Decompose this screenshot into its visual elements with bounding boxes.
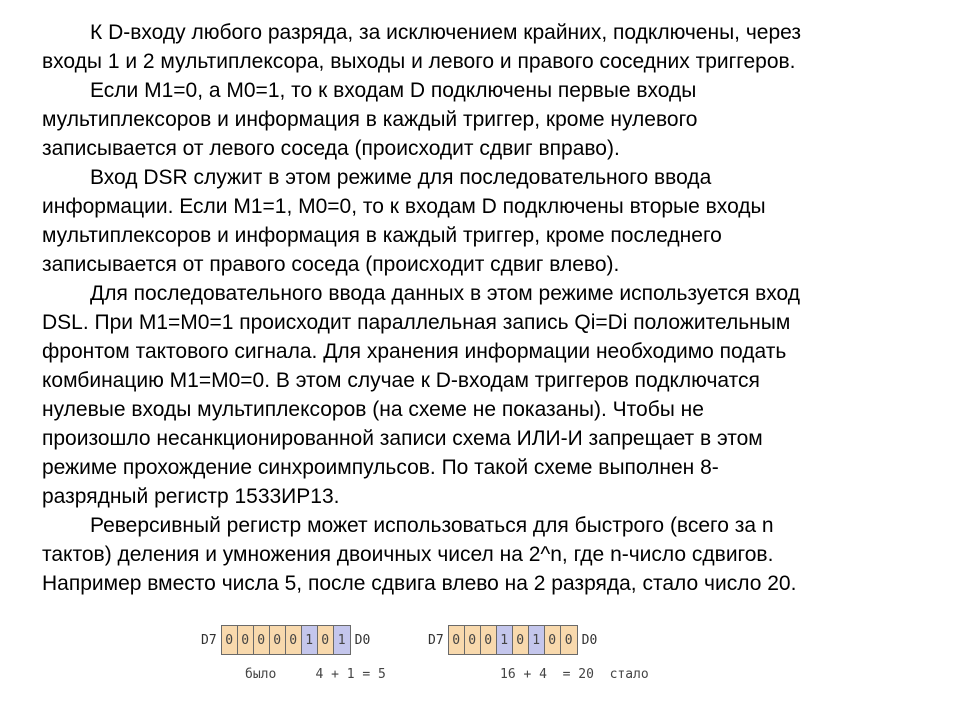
bit-cell: 0 <box>286 626 302 654</box>
register-before <box>197 625 374 655</box>
bit-cell: 0 <box>481 626 497 654</box>
bit-cell: 0 <box>222 626 238 654</box>
paragraph-line: комбинацию М1=М0=0. В этом случае к D-входам триггеров подключатся <box>42 369 760 392</box>
bit-cell: 1 <box>302 626 318 654</box>
paragraph-line: фронтом тактового сигнала. Для хранения информации необходимо подать <box>42 340 787 363</box>
paragraph-line: разрядный регистр 1533ИР13. <box>42 485 340 508</box>
paragraph-line: записывается от левого соседа (происходит сдвиг вправо). <box>42 137 620 160</box>
register-after <box>424 625 601 655</box>
bit-cell: 0 <box>465 626 481 654</box>
paragraph-line: тактов) деления и умножения двоичных чисел на 2^n, где n-число сдвигов. <box>42 543 774 566</box>
paragraph-line: Например вместо числа 5, после сдвига влево на 2 разряда, стало число 20. <box>42 572 797 595</box>
paragraph-line: Если М1=0, а М0=1, то к входам D подключены первые входы <box>90 79 697 102</box>
paragraph-line: мультиплексоров и информация в каждый триггер, кроме нулевого <box>42 108 698 131</box>
msb-label: D7 <box>201 632 217 648</box>
lsb-label: D0 <box>354 632 371 648</box>
paragraph-line: режиме прохождение синхроимпульсов. По такой схеме выполнен 8- <box>42 456 719 479</box>
bit-cell: 0 <box>561 626 577 654</box>
bit-cell: 0 <box>238 626 254 654</box>
paragraph-line: входы 1 и 2 мультиплексора, выходы и левого и правого соседних триггеров. <box>42 50 796 73</box>
paragraph-line: произошло несанкционированной записи схема ИЛИ-И запрещает в этом <box>42 427 763 450</box>
bit-cell: 0 <box>513 626 529 654</box>
caption-before: было 4 + 1 = 5 <box>245 667 386 682</box>
bit-cell: 0 <box>318 626 334 654</box>
lsb-label: D0 <box>581 632 598 648</box>
paragraph-line: нулевые входы мультиплексоров (на схеме не показаны). Чтобы не <box>42 398 704 421</box>
register-cells <box>221 625 351 655</box>
bit-cell: 0 <box>254 626 270 654</box>
caption-after: 16 + 4 = 20 стало <box>500 667 649 682</box>
register-cells <box>448 625 578 655</box>
msb-label: D7 <box>428 632 444 648</box>
paragraph-line: Вход DSR служит в этом режиме для последовательного ввода <box>90 166 712 189</box>
paragraph-line: Для последовательного ввода данных в этом режиме используется вход <box>90 282 801 305</box>
bit-cell: 0 <box>449 626 465 654</box>
bit-cell: 1 <box>334 626 350 654</box>
paragraph-line: мультиплексоров и информация в каждый триггер, кроме последнего <box>42 224 722 247</box>
paragraph-line: информации. Если М1=1, М0=0, то к входам D подключены вторые входы <box>42 195 766 218</box>
bit-cell: 1 <box>529 626 545 654</box>
bit-cell: 1 <box>497 626 513 654</box>
bit-cell: 0 <box>270 626 286 654</box>
text-block <box>42 18 922 598</box>
paragraph-line: Реверсивный регистр может использоваться для быстрого (всего за n <box>90 514 774 537</box>
paragraph-line: записывается от правого соседа (происходит сдвиг влево). <box>42 253 620 276</box>
paragraph-line: К D-входу любого разряда, за исключением крайних, подключены, через <box>90 21 801 44</box>
paragraph-line: DSL. При М1=М0=1 происходит параллельная запись Qi=Di положительным <box>42 311 791 334</box>
bit-cell: 0 <box>545 626 561 654</box>
